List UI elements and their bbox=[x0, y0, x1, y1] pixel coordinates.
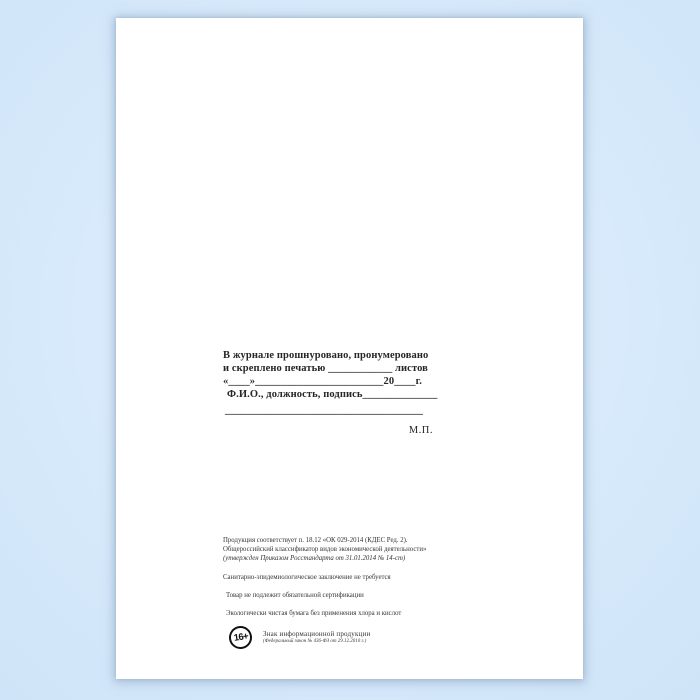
document-page bbox=[116, 18, 583, 679]
stamp-line-5: _____________________________________ bbox=[225, 405, 423, 416]
compliance-line-1: Продукция соответствует п. 18.12 «ОК 029-2014 (КДЕС Ред. 2). bbox=[223, 537, 408, 544]
stamp-line-2: и скреплено печатью ____________ листов bbox=[223, 363, 428, 374]
certification-note: Товар не подлежит обязательной сертификации bbox=[226, 592, 364, 599]
compliance-line-3: (утвержден Приказом Росстандарта от 31.01.2014 № 14-ст) bbox=[223, 555, 406, 562]
age-mark-row bbox=[229, 626, 473, 649]
sanitary-note: Санитарно-эпидемиологическое заключение не требуется bbox=[223, 574, 391, 581]
publisher-info-block bbox=[223, 536, 473, 649]
age-mark-text bbox=[263, 630, 370, 645]
age-16-icon bbox=[228, 625, 254, 651]
age-16-label: 16+ bbox=[233, 630, 249, 644]
ecology-note: Экологически чистая бумага без применения хлора и кислот bbox=[226, 610, 402, 617]
compliance-paragraph bbox=[223, 536, 473, 563]
lacing-certification-block bbox=[223, 349, 438, 437]
age-mark-title: Знак информационной продукции bbox=[263, 630, 371, 638]
compliance-line-2: Общероссийский классификатор видов экономической деятельности» bbox=[223, 546, 427, 553]
seal-place-abbr: М.П. bbox=[408, 425, 433, 436]
age-mark-law: (Федеральный закон № 436-ФЗ от 29.12.2010 г.) bbox=[263, 639, 367, 644]
stamp-line-1: В журнале прошнуровано, пронумеровано bbox=[223, 350, 429, 361]
stamp-line-4: Ф.И.О., должность, подпись______________ bbox=[227, 389, 438, 400]
stamp-line-3: «____»________________________20____г. bbox=[223, 376, 423, 387]
